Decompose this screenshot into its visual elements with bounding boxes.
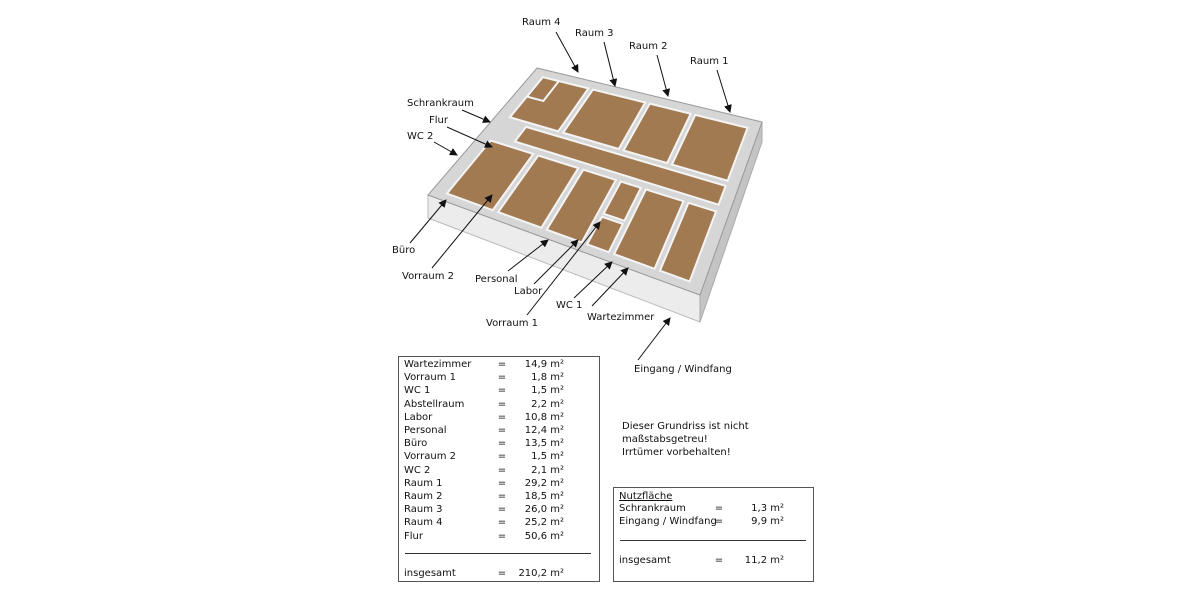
- equals-sign: =: [497, 411, 507, 423]
- arrow-raum2: [657, 55, 668, 96]
- area-value: 25,2 m²: [524, 517, 564, 529]
- area-value: 1,3 m²: [751, 503, 784, 514]
- equals-sign: =: [714, 516, 724, 528]
- equals-sign: =: [714, 555, 724, 566]
- label-vorraum2: Vorraum 2: [402, 271, 454, 282]
- total-label: insgesamt: [404, 568, 456, 579]
- equals-sign: =: [497, 517, 507, 529]
- room-name: Raum 2: [404, 491, 443, 502]
- label-wc2: WC 2: [407, 131, 434, 142]
- room-name: Büro: [404, 438, 428, 450]
- area-value: 26,0 m²: [524, 504, 564, 516]
- equals-sign: =: [497, 464, 507, 476]
- room-name: WC 1: [404, 385, 431, 397]
- equals-sign: =: [714, 503, 724, 514]
- equals-sign: =: [497, 504, 507, 516]
- label-wartezimmer: Wartezimmer: [587, 312, 655, 323]
- equals-sign: =: [497, 438, 507, 450]
- label-wc1: WC 1: [556, 300, 583, 311]
- area-value: 2,1 m²: [531, 464, 564, 476]
- label-personal: Personal: [475, 274, 518, 285]
- room-name: Personal: [404, 425, 447, 436]
- equals-sign: =: [497, 491, 507, 502]
- label-raum3: Raum 3: [575, 28, 614, 39]
- total-label: insgesamt: [619, 555, 671, 566]
- total-value: 210,2 m²: [518, 568, 564, 579]
- label-labor: Labor: [514, 286, 543, 297]
- label-raum1: Raum 1: [690, 56, 729, 67]
- room-name: Schrankraum: [619, 503, 686, 514]
- divider: [405, 553, 591, 554]
- area-table: [398, 356, 600, 582]
- label-eingang: Eingang / Windfang: [634, 364, 732, 375]
- note-line: maßstabsgetreu!: [622, 434, 708, 445]
- equals-sign: =: [497, 451, 507, 463]
- equals-sign: =: [497, 425, 507, 436]
- total-value: 11,2 m²: [744, 555, 784, 566]
- area-value: 50,6 m²: [524, 530, 564, 542]
- room-name: Wartezimmer: [404, 359, 472, 370]
- room-name: Raum 1: [404, 477, 443, 489]
- label-raum4: Raum 4: [522, 17, 561, 28]
- equals-sign: =: [497, 372, 507, 384]
- equals-sign: =: [497, 530, 507, 542]
- arrow-eingang: [638, 318, 670, 360]
- equals-sign: =: [497, 398, 507, 410]
- arrow-raum1: [717, 70, 730, 112]
- equals-sign: =: [497, 477, 507, 489]
- area-value: 1,5 m²: [531, 451, 564, 463]
- arrow-raum3: [604, 42, 615, 86]
- equals-sign: =: [497, 568, 507, 579]
- room-name: Flur: [404, 530, 423, 542]
- room-name: Vorraum 2: [404, 451, 456, 463]
- nutzflaeche-table: [613, 487, 814, 582]
- area-value: 13,5 m²: [524, 438, 564, 450]
- arrow-schrankraum: [462, 110, 490, 122]
- equals-sign: =: [497, 385, 507, 397]
- label-buero: Büro: [392, 245, 416, 256]
- label-vorraum1: Vorraum 1: [486, 318, 538, 329]
- area-value: 1,5 m²: [531, 385, 564, 397]
- area-value: 1,8 m²: [531, 372, 564, 384]
- room-name: Labor: [404, 411, 433, 423]
- room-name: Raum 4: [404, 517, 443, 529]
- area-value: 12,4 m²: [524, 425, 564, 436]
- area-value: 2,2 m²: [531, 398, 564, 410]
- arrow-wc2: [434, 142, 457, 155]
- room-name: Vorraum 1: [404, 372, 456, 384]
- label-schrankraum: Schrankraum: [407, 98, 474, 109]
- area-value: 9,9 m²: [751, 516, 784, 528]
- equals-sign: =: [497, 359, 507, 370]
- note-line: Irrtümer vorbehalten!: [622, 447, 731, 458]
- label-flur: Flur: [429, 115, 448, 126]
- area-value: 10,8 m²: [524, 411, 564, 423]
- area-value: 29,2 m²: [524, 477, 564, 489]
- label-raum2: Raum 2: [629, 41, 668, 52]
- room-name: Abstellraum: [404, 398, 465, 410]
- room-name: Raum 3: [404, 504, 443, 516]
- note-line: Dieser Grundriss ist nicht: [622, 421, 749, 432]
- room-name: WC 2: [404, 464, 431, 476]
- disclaimer-note: [622, 420, 749, 459]
- area-value: 14,9 m²: [524, 359, 564, 370]
- divider: [620, 540, 806, 541]
- area-value: 18,5 m²: [524, 491, 564, 502]
- room-name: Eingang / Windfang: [619, 516, 717, 528]
- nutzflaeche-title: Nutzfläche: [619, 491, 673, 502]
